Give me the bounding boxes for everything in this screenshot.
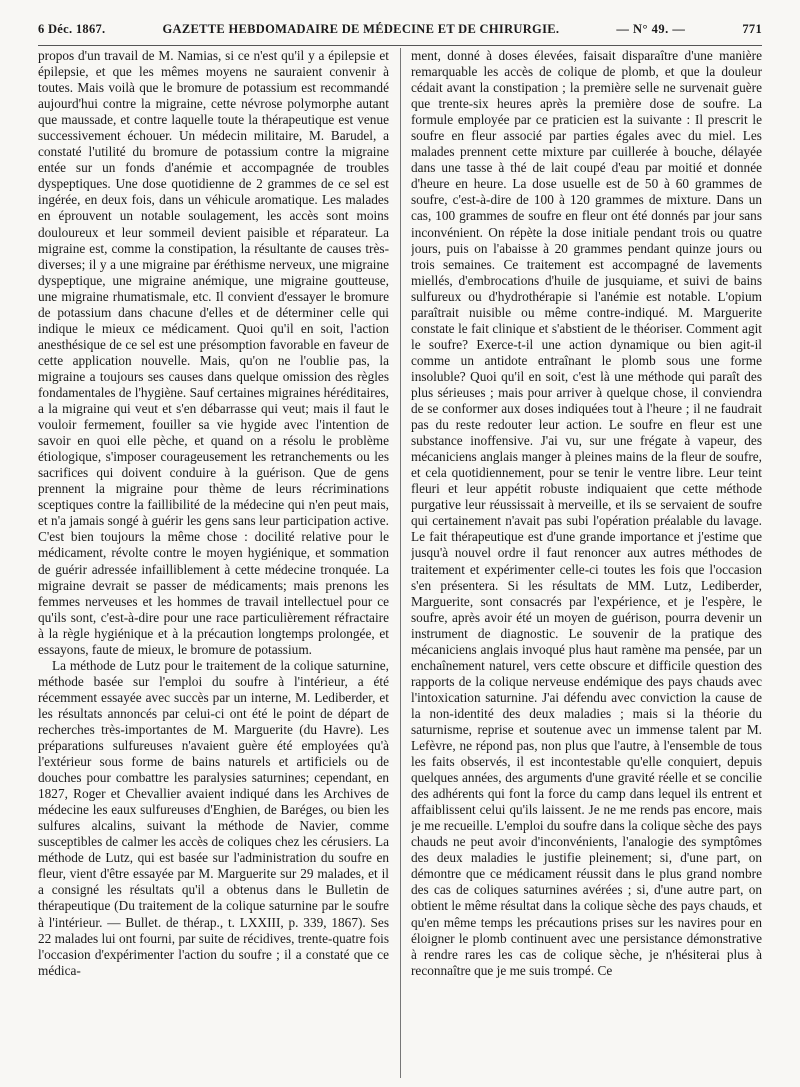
- issue-number: — N° 49. —: [616, 22, 686, 36]
- left-column: [38, 48, 389, 1078]
- page-header: [38, 22, 762, 46]
- right-column: [411, 48, 762, 1078]
- paragraph-lutz-method: La méthode de Lutz pour le traitement de la colique saturnine, méthode basée sur l'emploi du soufre à l'intérieur, a été récemment essayée avec succès par un interne, M. Lediberder, et les résultats annoncés par celui-ci ont été le point de départ de recherches très-importantes de M. Marguerite (du Havre). Les préparations sulfureuses n'avaient guère été employées qu'à l'extérieur sous forme de bains naturels et artificiels ou de douches pour combattre les paralysies saturnines; cependant, en 1827, Roger et Chevallier avaient indiqué dans les Archives de médecine les eaux sulfureuses d'Enghien, de Baréges, ou bien les sulfures alcalins, suivant la méthode de Navier, comme susceptibles de calmer les accès de coliques chez les cérusiers. La méthode de Lutz, qui est basée sur l'administration du soufre en fleur, vient d'être essayée par M. Marguerite sur 29 malades, et il a consigné les résultats qu'il a obtenus dans le Bulletin de thérapeutique (Du traitement de la colique saturnine par le soufre à l'intérieur. — Bullet. de thérap., t. LXXIII, p. 339, 1867). Ses 22 malades lui ont fourni, par suite de récidives, trente-quatre fois l'occasion d'expérimenter l'action du soufre ; il a constaté que ce médica-: [38, 657, 389, 978]
- article-body: [38, 48, 762, 1078]
- journal-title: GAZETTE HEBDOMADAIRE DE MÉDECINE ET DE CHIRURGIE.: [162, 22, 560, 36]
- column-divider: [400, 48, 401, 1078]
- page-number: 771: [742, 22, 762, 36]
- paragraph-sulfur-treatment: ment, donné à doses élevées, faisait disparaître d'une manière remarquable les accès de colique de plomb, et que la douleur cédait avant la constipation ; la première selle ne survenait guère que trente-six heures après la première dose de soufre. La formule employée par ce praticien est la suivante : Il prescrit le soufre en fleur associé par parties égales avec du miel. Les malades prennent cette mixture par cuillerée à bouche, délayée dans une tasse à thé de lait coupé d'eau par moitié et donnée d'heure en heure. La dose usuelle est de 50 à 60 grammes de soufre, c'est-à-dire de 100 à 120 grammes de mixture. Dans un cas, 100 grammes de soufre en fleur ont été donnés par jour sans inconvénient. On répète la dose initiale pendant trois ou quatre jours, puis on l'abaisse à 20 grammes pendant quinze jours ou trois semaines. Ce traitement est accompagné de lavements miellés, d'embrocations d'huile de jusquiame, et suivi de bains sulfureux ou d'hydrothérapie si l'anémie est notable. L'opium paraîtrait nuisible ou même contre-indiqué. M. Marguerite constate le fait clinique et s'abstient de le théoriser. Comment agit le soufre? Exerce-t-il une action dynamique ou bien agit-il comme un antidote entraînant le plomb sous une forme insoluble? Quoi qu'il en soit, c'est là une méthode qui paraît des plus sérieuses ; mais pour arriver à quelque chose, il conviendra de se conformer aux doses indiquées tout à l'heure ; il ne faudrait pas du reste redouter leur action. Le soufre en fleur est une substance inoffensive. J'ai vu, sur une frégate à vapeur, des mécaniciens anglais manger à pleines mains de la fleur de soufre, et cela quotidiennement, pour se tenir le ventre libre. Leur teint fleuri et leur appétit robuste indiquaient que cette méthode purgative leur réussissait à merveille, et ils se servaient de soufre qui certainement n'avait pas subi l'opération préalable du lavage. Le fait thérapeutique est d'une grande importance et j'estime que jusqu'à nouvel ordre il faut renoncer aux autres méthodes de traitement et expérimenter celle-ci toutes les fois que l'occasion s'en présentera. Si les résultats de MM. Lutz, Lediberder, Marguerite, sont consacrés par l'expérience, et je l'espère, le soufre, après avoir été un moyen de guérison, pourra devenir un instrument de diagnostic. Le souvenir de la pratique des mécaniciens anglais invoqué plus haut ramène ma pensée, par un enchaînement naturel, vers cette obscure et difficile question des rapports de la colique nerveuse endémique des pays chauds avec l'intoxication saturnine. J'ai défendu avec conviction la cause de la non-identité des deux maladies ; mais si la théorie du saturnisme, reprise et soutenue avec un immense talent par M. Lefèvre, ne répond pas, non plus que l'autre, à l'ensemble de tous les faits observés, il est incontestable qu'elle conquiert, depuis quelques années, des arguments d'une gravité réelle et se concilie des adhérents qui font la force du camp dans lequel ils entrent et affaiblissent celui qu'ils laissent. Je ne me rends pas encore, mais je me recueille. L'emploi du soufre dans la colique sèche des pays chauds ne peut avoir d'inconvénients, l'analogie des symptômes des deux maladies le justifie pleinement; si, d'une part, on démontre que ce médicament réussit dans le plus grand nombre des cas de coliques saturnines avérées ; si, d'une autre part, on obtient le même résultat dans la colique sèche des pays chauds, et qu'en même temps les précautions prises sur les navires pour en éloigner le plomb continuent avec une persistance démonstrative à rendre rares les cas de colique sèche, je n'hésiterai plus à reconnaître que je me suis trompé. Ce: [411, 48, 762, 978]
- paragraph-migraine: propos d'un travail de M. Namias, si ce n'est qu'il y a épilepsie et épilepsie, et que les mêmes moyens ne sauraient convenir à toutes. Mais voilà que le bromure de potassium est recommandé aujourd'hui contre la migraine, cette névrose polymorphe autant que maussade, et contre laquelle toute la thérapeutique est venue successivement échouer. Un médecin militaire, M. Barudel, a constaté l'utilité du bromure de potassium contre la migraine entée sur un fonds d'anémie et accompagnée de troubles dyspeptiques. Une dose quotidienne de 2 grammes de ce sel est ingérée, en deux fois, dans un véhicule aromatique. Les malades en éprouvent un notable soulagement, les accès sont moins douloureux et leur sommeil devient paisible et réparateur. La migraine est, comme la constipation, la résultante de causes très-diverses; il y a une migraine par éréthisme nerveux, une migraine dyspeptique, une migraine anémique, une migraine goutteuse, une migraine rhumatismale, etc. Il convient d'essayer le bromure de potassium dans chacune d'elles et de déterminer celle qui indique le mieux ce médicament. Quoi qu'il en soit, l'action anesthésique de ce sel est une présomption favorable en faveur de cette application nouvelle. Mais, qu'on ne l'oublie pas, la migraine a toujours ses causes dans quelque omission des règles fondamentales de l'hygiène. Sauf certaines migraines héréditaires, a la migraine qui veut et s'en débarrasse qui veut; mais il faut le vouloir fermement, fouiller sa vie hygide avec l'intention de savoir en quoi elle pèche, et quand on a résolu le problème étiologique, s'imposer courageusement les retranchements ou les sacrifices qui doivent conduire à la guérison. Que de gens prennent la migraine pour thème de leurs récriminations sceptiques contre la faillibilité de la médecine qui n'en peut mais, et n'a jamais songé à guérir les gens sans leur participation active. C'est bien toujours la même chose : docilité relative pour le médicament, révolte contre le moyen hygiénique, et sommation de guérir adressée infailliblement à cette médecine tronquée. La migraine devrait se passer de médicaments; mais prenons les femmes nerveuses et les hommes de travail intellectuel pour ce qu'ils sont, c'est-à-dire pour une race particulièrement réfractaire à la règle hygiénique et à la précaution longtemps prolongée, et essayons, faute de mieux, le bromure de potassium.: [38, 48, 389, 657]
- header-date: 6 Déc. 1867.: [38, 22, 106, 36]
